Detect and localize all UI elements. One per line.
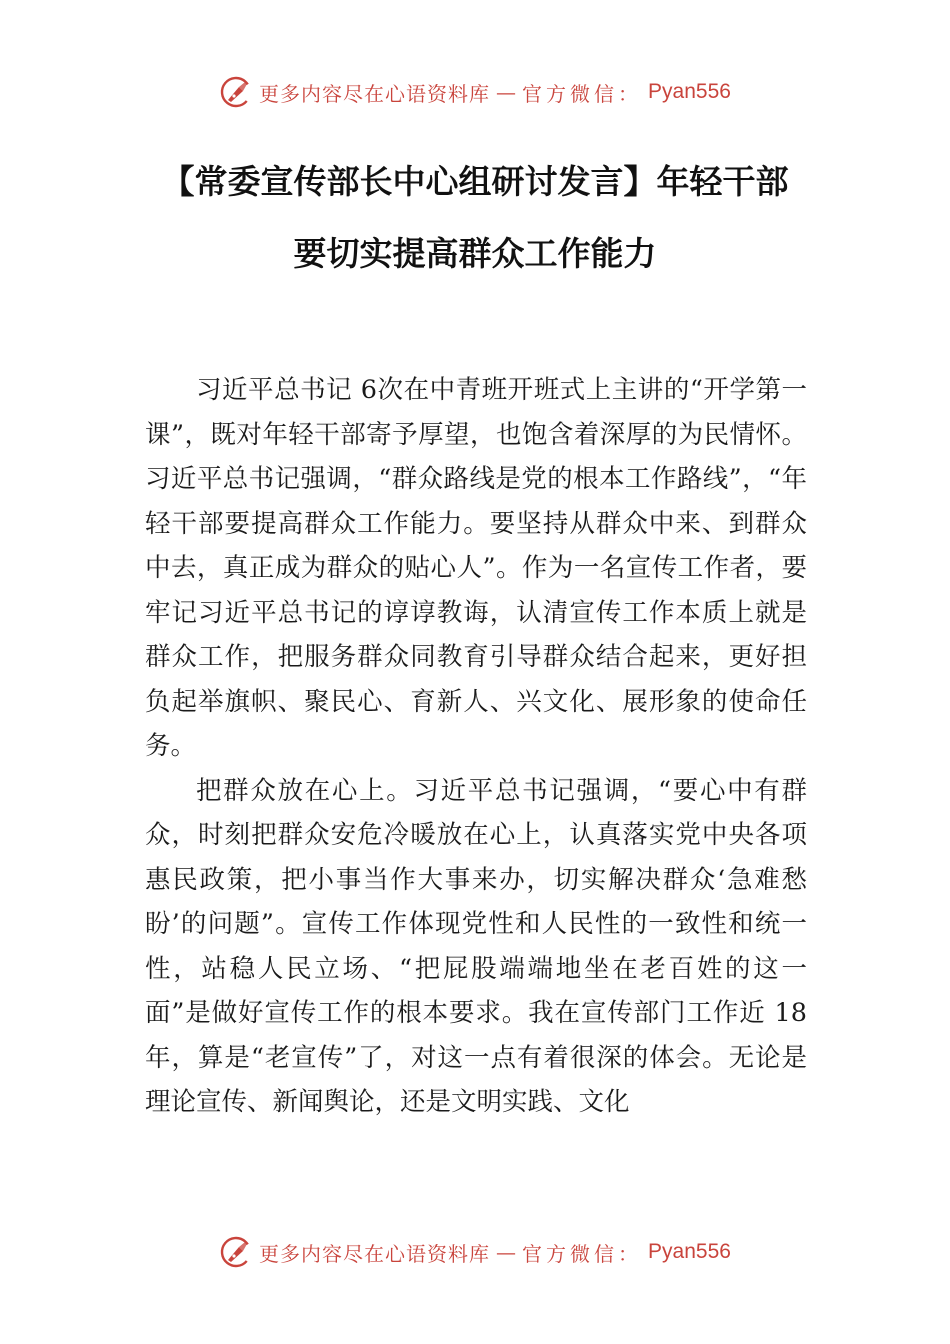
footer-banner <box>0 1232 950 1272</box>
header-banner <box>0 72 950 112</box>
body-paragraph-1: 习近平总书记 6次在中青班开班式上主讲的“开学第一课”，既对年轻干部寄予厚望，也饱含着深厚的为民情怀。习近平总书记强调，“群众路线是党的根本工作路线”，“年轻干部要提高群众工作能力。要坚持从群众中来、到群众中去，真正成为群众的贴心人”。作为一名宣传工作者，要牢记习近平总书记的谆谆教诲，认清宣传工作本质上就是群众工作，把服务群众同教育引导群众结合起来，更好担负起举旗帜、聚民心、育新人、兴文化、展形象的使命任务。 <box>145 375 807 761</box>
document-body <box>145 368 807 1125</box>
banner-wechat-label: 官方微信： <box>522 1241 643 1266</box>
banner-promo-text: 更多内容尽在心语资料库 <box>259 1241 491 1266</box>
document-title-line-2: 要切实提高群众工作能力 <box>293 234 657 273</box>
banner-wechat-label: 官方微信： <box>522 81 643 106</box>
banner-dash: — <box>496 80 517 104</box>
banner-wechat-id: Pyan556 <box>648 1240 731 1263</box>
banner-wechat-id: Pyan556 <box>648 80 731 103</box>
document-title-line-1: 【常委宣传部长中心组研讨发言】年轻干部 <box>161 162 789 201</box>
body-paragraph-2: 把群众放在心上。习近平总书记强调，“要心中有群众，时刻把群众安危冷暖放在心上，认真落实党中央各项惠民政策，把小事当作大事来办，切实解决群众‘急难愁盼’的问题”。宣传工作体现党性和人民性的一致性和统一性，站稳人民立场、“把屁股端端地坐在老百姓的这一面”是做好宣传工作的根本要求。我在宣传部门工作近 18年，算是“老宣传”了，对这一点有着很深的体会。无论是理论宣传、新闻舆论，还是文明实践、文化 <box>145 775 807 1117</box>
banner-dash: — <box>496 1240 517 1264</box>
pen-nib-logo-icon <box>219 1235 253 1269</box>
pen-nib-logo-icon <box>219 75 253 109</box>
banner-promo-text: 更多内容尽在心语资料库 <box>259 81 491 106</box>
